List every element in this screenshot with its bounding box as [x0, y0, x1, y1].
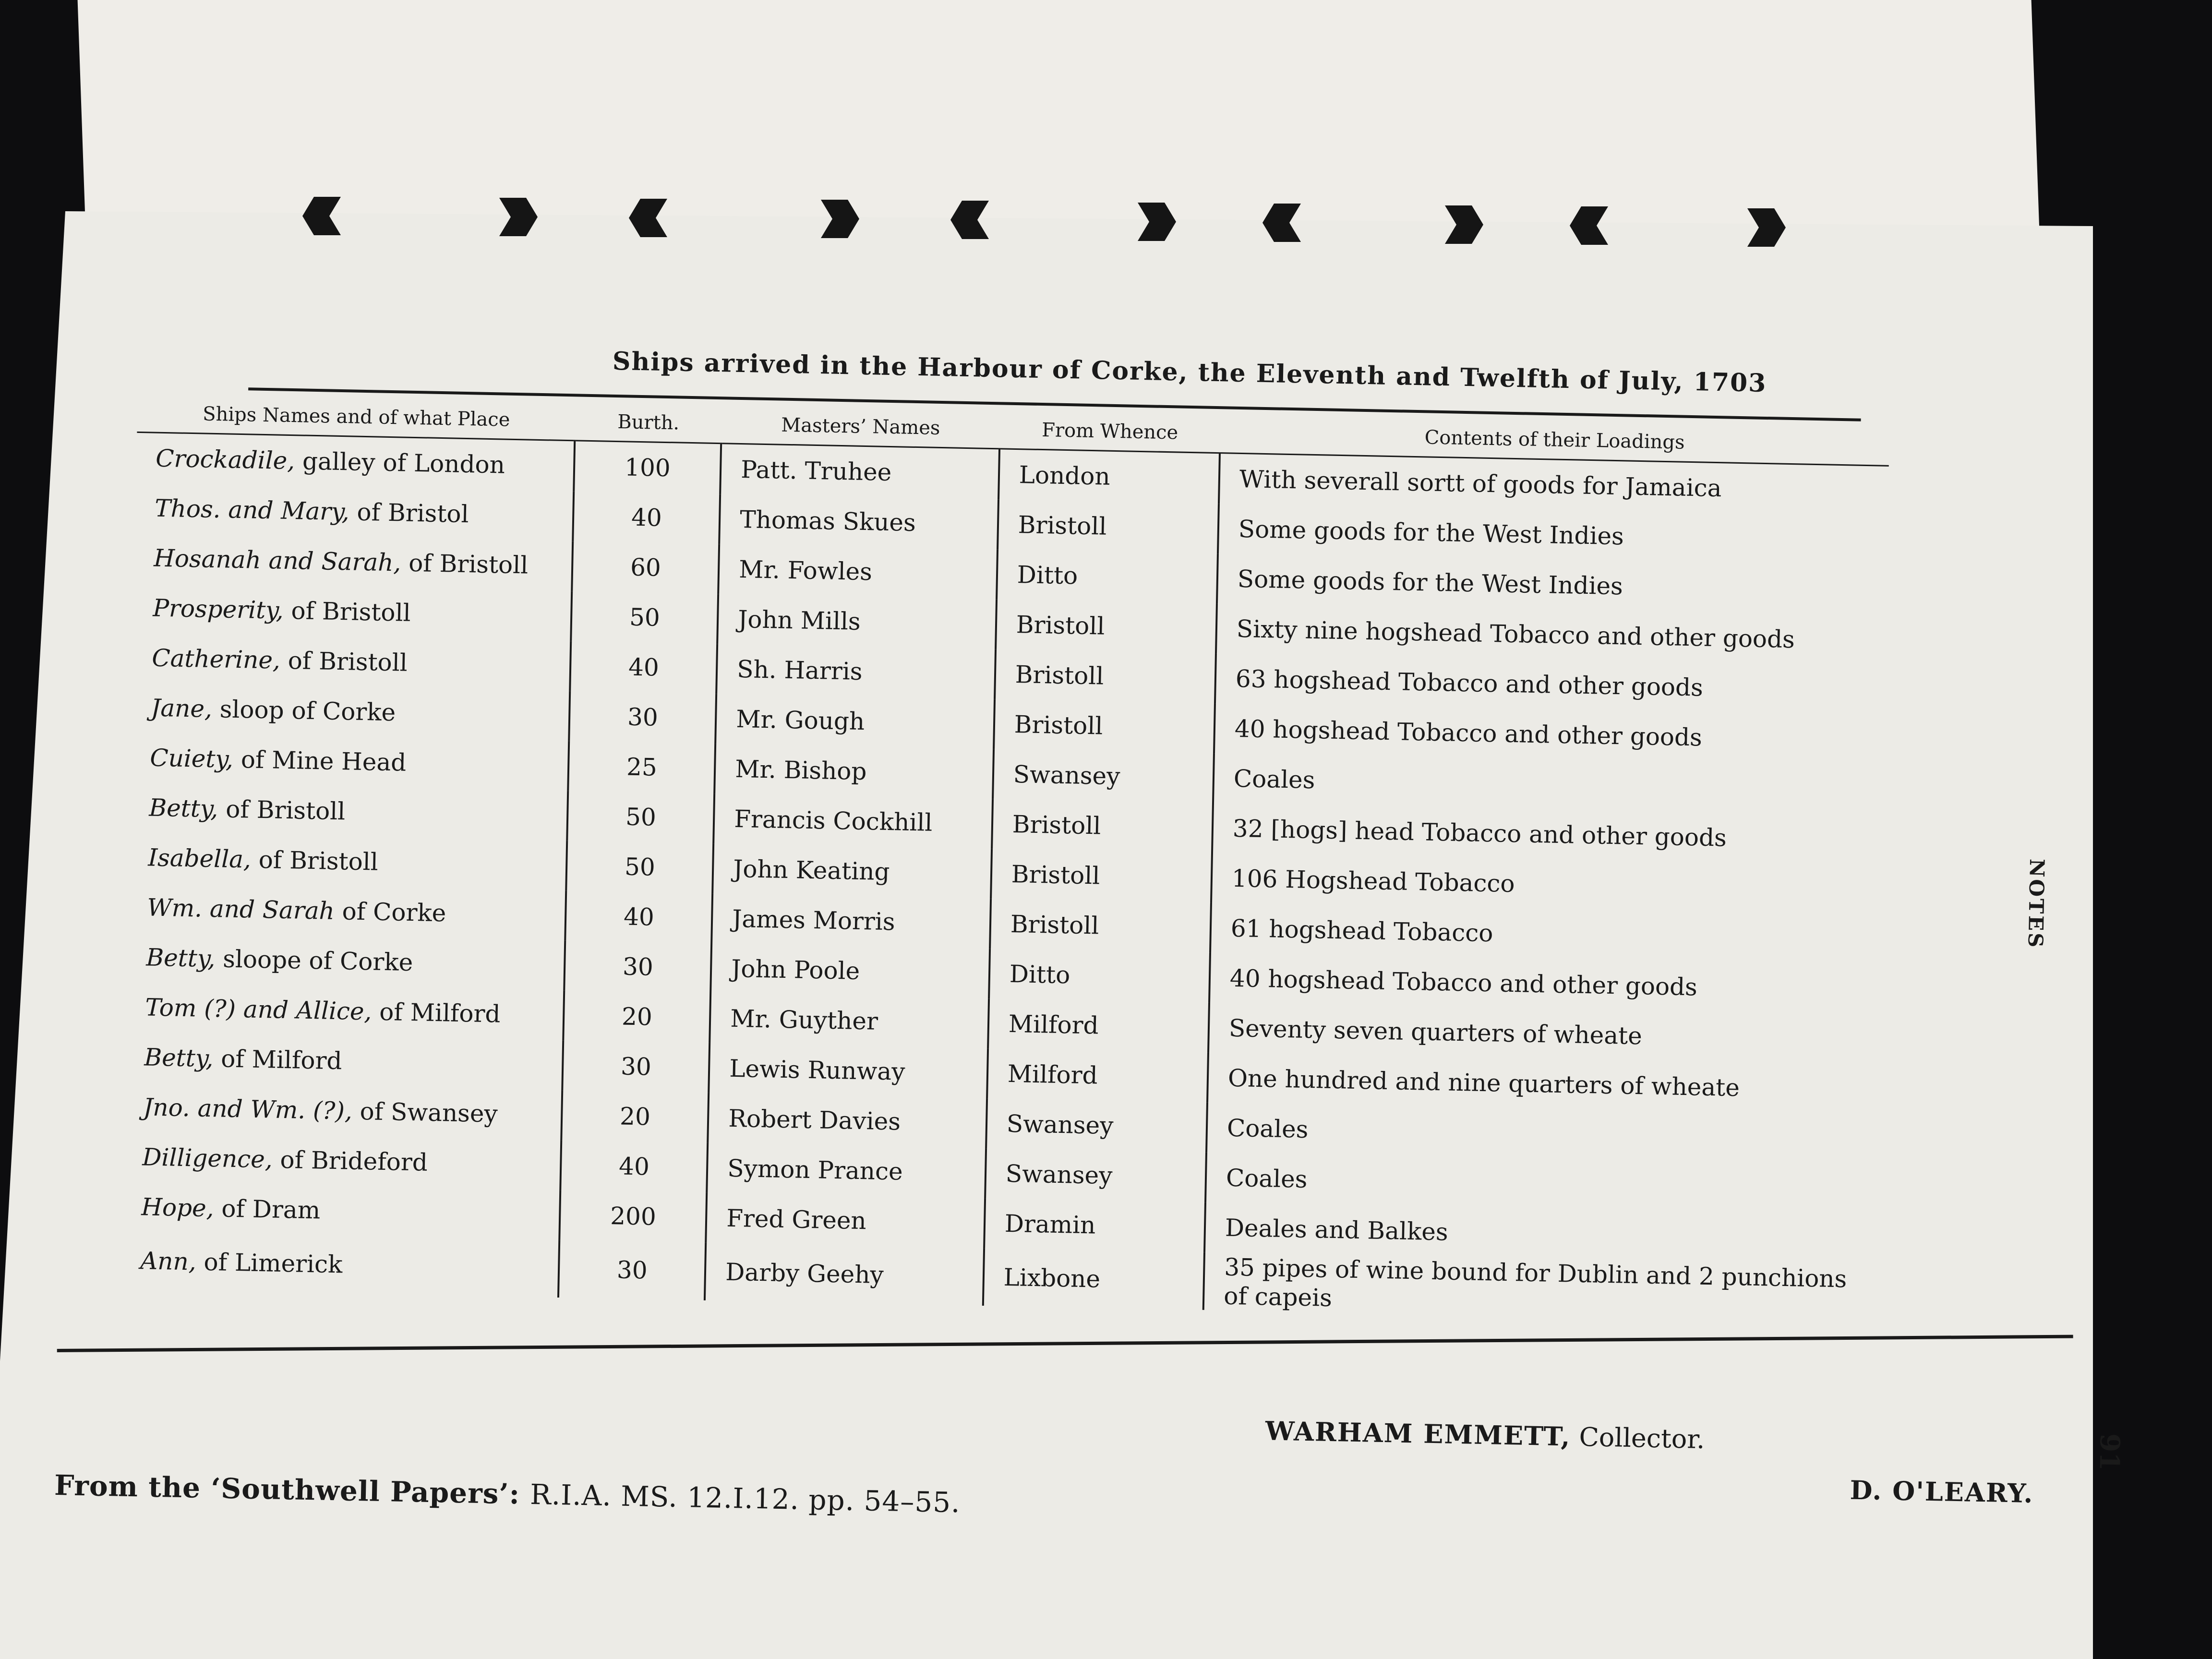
from-cell: Milford — [987, 1048, 1208, 1103]
burth-cell: 20 — [562, 1090, 709, 1143]
master-cell: Fred Green — [726, 1204, 867, 1235]
ship-name: Ann, — [140, 1247, 197, 1276]
master-cell: Mr. Bishop — [734, 755, 867, 786]
ship-cell — [129, 782, 568, 841]
contents-cell: 40 hogshead Tobacco and other goods — [1229, 964, 1698, 1001]
contents-cell: 61 hogshead Tobacco — [1230, 914, 1493, 948]
ship-cell — [134, 533, 573, 591]
from-cell: Bristoll — [990, 899, 1211, 953]
burth-cell: 40 — [561, 1140, 708, 1193]
ship-cell — [120, 1232, 559, 1298]
ship-cell — [123, 1082, 562, 1140]
burth-cell: 40 — [570, 641, 718, 694]
from-cell: Bristoll — [998, 499, 1219, 553]
burth-cell: 200 — [560, 1190, 707, 1243]
ship-place: of Limerick — [204, 1248, 343, 1279]
ship-place: of Brideford — [280, 1145, 428, 1177]
side-heading: NOTES — [2023, 858, 2049, 950]
from-cell: Bristoll — [992, 799, 1213, 853]
ship-cell — [127, 882, 566, 940]
from-cell: Swansey — [986, 1098, 1207, 1153]
from-cell: Bristoll — [996, 599, 1217, 653]
from-cell: London — [998, 449, 1220, 504]
ship-name: Hope, — [141, 1193, 215, 1223]
master-cell: John Keating — [733, 854, 890, 886]
ship-cell — [135, 483, 574, 541]
master-cell: Mr. Gough — [735, 705, 865, 736]
from-cell: Dramin — [984, 1198, 1205, 1252]
master-cell: Robert Davies — [728, 1104, 901, 1136]
contents-cell: 63 hogshead Tobacco and other goods — [1235, 664, 1704, 702]
column-header-ship: Ships Names and of what Place — [137, 390, 576, 441]
ship-name: Prosperity, — [152, 594, 284, 625]
spiral-binding — [0, 197, 2212, 274]
contents-cell: 35 pipes of wine bound for Dublin and 2 punchions of capeis — [1223, 1253, 1847, 1312]
ship-cell — [122, 1132, 561, 1190]
ship-name: Dilligence, — [142, 1143, 273, 1174]
burth-cell: 50 — [571, 591, 719, 644]
contents-cell: With severall sortt of goods for Jamaica — [1239, 465, 1722, 503]
from-cell: Bristoll — [995, 649, 1216, 703]
contents-cell: 32 [hogs] head Tobacco and other goods — [1232, 814, 1727, 852]
ship-place: of Milford — [379, 998, 501, 1028]
document-title: Ships arrived in the Harbour of Corke, the Eleventh and Twelfth of July, 1703 — [612, 346, 1767, 398]
from-cell: Swansey — [985, 1148, 1206, 1202]
ship-name: Catherine, — [151, 644, 281, 674]
master-cell: Lewis Runway — [729, 1054, 905, 1086]
from-cell: Bristoll — [991, 849, 1212, 903]
ship-name: Jane, — [150, 694, 213, 723]
ship-place: of Dram — [221, 1194, 321, 1225]
ship-place: of Bristoll — [258, 845, 379, 876]
burth-cell: 40 — [565, 890, 713, 943]
ship-place: of Milford — [220, 1045, 343, 1075]
ship-place: of Bristoll — [291, 597, 411, 627]
master-cell: Thomas Skues — [739, 505, 916, 537]
burth-cell: 30 — [565, 940, 712, 993]
contents-cell: Coales — [1226, 1164, 1308, 1193]
ship-name: Cuiety, — [149, 744, 234, 773]
ship-name: Wm. and Sarah — [146, 893, 335, 925]
ship-place: of Bristoll — [408, 549, 529, 579]
burth-cell: 40 — [573, 491, 721, 544]
column-header-from: From Whence — [999, 407, 1221, 453]
ship-place: galley of London — [302, 447, 505, 479]
ship-name: Crockadile, — [155, 444, 295, 475]
ship-cell — [125, 982, 564, 1040]
contents-cell: Coales — [1233, 764, 1315, 794]
ship-place: of Bristoll — [225, 795, 346, 826]
ship-place: sloop of Corke — [219, 695, 396, 727]
from-cell: Bristoll — [994, 699, 1215, 753]
ship-cell — [132, 633, 571, 691]
ship-place: of Corke — [342, 897, 446, 927]
binding-hole-icon — [1138, 203, 1176, 241]
binding-hole-icon — [302, 197, 341, 235]
master-cell: Darby Geehy — [725, 1258, 884, 1289]
bottom-rule — [57, 1335, 2073, 1352]
from-cell: Swansey — [993, 749, 1214, 803]
document-sheet — [42, 317, 2131, 1652]
from-cell: Ditto — [989, 949, 1210, 1003]
ship-cell — [126, 932, 565, 990]
master-cell: James Morris — [732, 904, 896, 936]
from-cell: Lixbone — [983, 1248, 1204, 1310]
burth-cell: 30 — [563, 1040, 710, 1093]
from-cell: Milford — [988, 998, 1209, 1053]
master-cell: Mr. Fowles — [738, 555, 873, 586]
from-cell: Ditto — [997, 549, 1218, 603]
burth-cell: 30 — [558, 1240, 706, 1300]
ship-place: of Bristoll — [288, 646, 408, 677]
burth-cell: 100 — [574, 441, 721, 494]
contents-cell: 106 Hogshead Tobacco — [1231, 864, 1515, 898]
binding-hole-icon — [629, 199, 667, 237]
column-header-master: Masters’ Names — [721, 401, 1000, 449]
ship-cell — [133, 583, 572, 641]
source-reference: R.I.A. MS. 12.I.12. pp. 54–55. — [529, 1478, 961, 1519]
binding-hole-icon — [1262, 204, 1301, 242]
binding-hole-icon — [1570, 206, 1608, 245]
burth-cell: 50 — [567, 791, 715, 843]
ship-cell — [136, 432, 575, 491]
contents-cell: Some goods for the West Indies — [1238, 515, 1624, 551]
binding-hole-icon — [499, 198, 538, 236]
ship-name: Thos. and Mary, — [154, 494, 350, 526]
binding-hole-icon — [950, 201, 989, 239]
ship-name: Betty, — [148, 793, 218, 823]
ship-name: Isabella, — [147, 843, 252, 874]
collector-line — [1265, 1415, 1705, 1455]
ship-name: Betty, — [145, 943, 216, 973]
ship-place: sloope of Corke — [222, 945, 413, 977]
collector-name: WARHAM EMMETT, — [1265, 1415, 1572, 1452]
contents-cell: Coales — [1226, 1114, 1309, 1143]
contents-cell: 40 hogshead Tobacco and other goods — [1234, 714, 1703, 752]
ship-name: Jno. and Wm. (?), — [143, 1093, 353, 1125]
collector-role: Collector. — [1578, 1421, 1705, 1455]
contents-cell: Deales and Balkes — [1225, 1214, 1449, 1246]
source-label: From the ‘Southwell Papers’: — [54, 1468, 520, 1511]
binding-hole-icon — [821, 200, 859, 238]
ship-cell — [121, 1182, 560, 1240]
master-cell: Patt. Truhee — [740, 456, 892, 487]
master-cell: Mr. Guyther — [730, 1004, 878, 1035]
ship-name: Betty, — [144, 1043, 214, 1073]
ship-cell — [131, 683, 570, 741]
ship-place: of Mine Head — [240, 745, 407, 777]
ships-table — [120, 390, 1889, 1323]
contents-cell: Some goods for the West Indies — [1237, 565, 1623, 601]
master-cell: Sh. Harris — [736, 655, 863, 685]
ship-cell — [128, 832, 567, 890]
binding-hole-icon — [1445, 205, 1483, 244]
burth-cell: 60 — [572, 541, 720, 594]
master-cell: John Mills — [737, 605, 861, 636]
column-header-contents: Contents of their Loadings — [1220, 411, 1889, 466]
burth-cell: 20 — [564, 990, 711, 1043]
contents-cell: Sixty nine hogshead Tobacco and other goods — [1236, 614, 1795, 654]
master-cell: Symon Prance — [727, 1154, 903, 1186]
ship-cell — [124, 1032, 563, 1090]
contents-cell: Seventy seven quarters of wheate — [1228, 1014, 1643, 1050]
burth-cell: 30 — [569, 691, 717, 744]
burth-cell: 50 — [566, 841, 714, 893]
master-cell: John Poole — [731, 954, 860, 985]
binding-hole-icon — [1747, 208, 1786, 247]
signature: D. O'LEARY. — [1850, 1474, 2034, 1509]
ship-place: of Swansey — [360, 1097, 498, 1128]
source-citation — [54, 1469, 961, 1519]
burth-cell: 25 — [568, 741, 716, 793]
master-cell: Francis Cockhill — [733, 805, 933, 837]
ship-name: Hosanah and Sarah, — [153, 544, 401, 577]
ship-cell — [130, 733, 569, 791]
contents-cell: One hundred and nine quarters of wheate — [1227, 1064, 1740, 1102]
ship-place: of Bristol — [357, 498, 469, 529]
column-header-burth: Burth. — [575, 398, 722, 443]
page-number: 91 — [2093, 1433, 2126, 1471]
ship-name: Tom (?) and Allice, — [144, 993, 372, 1026]
